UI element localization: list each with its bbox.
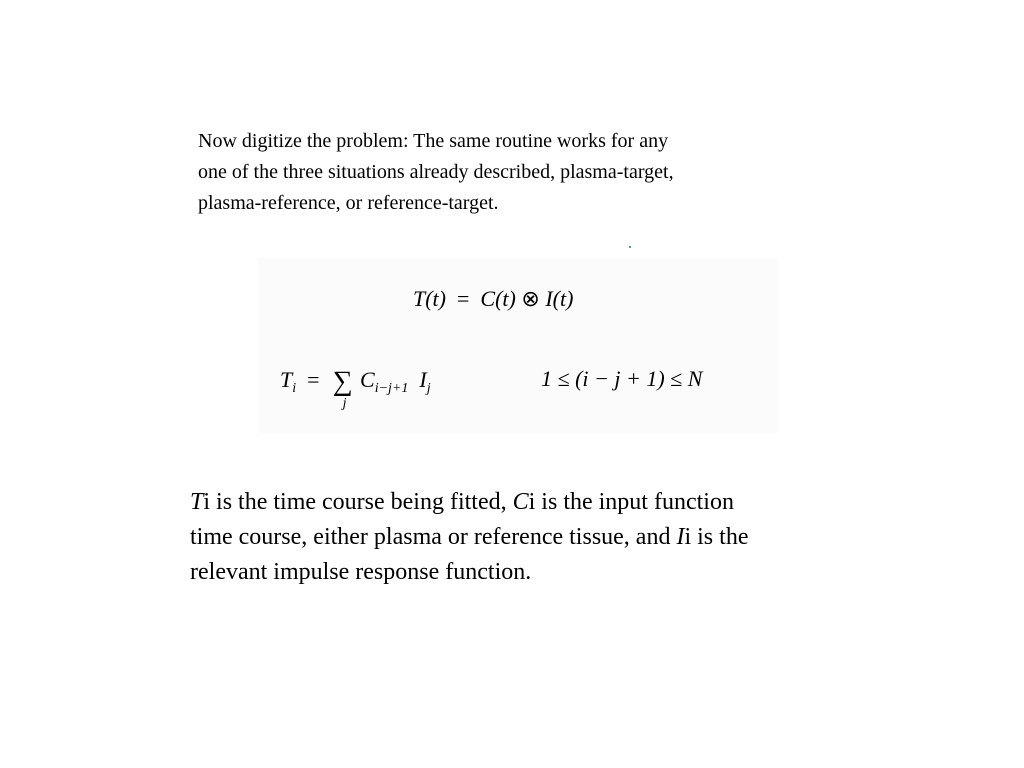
eq2-constraint: 1 ≤ (i − j + 1) ≤ N (541, 366, 703, 391)
desc-i-var: I (676, 524, 685, 550)
summation-symbol (332, 366, 353, 411)
desc-line-2 (190, 520, 870, 555)
desc-line-3: relevant impulse response function. (190, 559, 532, 585)
eq2-lhs-var: T (280, 367, 293, 392)
eq1-equals: = (457, 286, 470, 311)
desc-c-var: C (512, 489, 529, 515)
discrete-sum-equation (280, 366, 431, 411)
desc-part-2: i is the input function (528, 489, 734, 515)
equation-image (258, 258, 778, 433)
scan-speck (629, 246, 631, 248)
eq2-i-sub: j (426, 381, 431, 396)
eq2-i-var: I (419, 367, 427, 392)
eq1-c: C(t) (480, 286, 516, 311)
sum-index: j (342, 396, 347, 411)
eq2-c-var: C (360, 367, 375, 392)
desc-line2-part-1: time course, either plasma or reference tissue, and (190, 524, 677, 550)
eq1-lhs: T(t) (413, 286, 446, 311)
intro-paragraph (198, 126, 838, 219)
description-paragraph (190, 485, 870, 590)
eq1-i: I(t) (545, 286, 574, 311)
eq2-lhs-sub: i (292, 381, 297, 396)
desc-t-var: T (190, 489, 204, 515)
desc-line-1 (190, 485, 870, 520)
desc-line2-part-2: i is the (684, 524, 749, 550)
eq1-operator: ⊗ (521, 286, 540, 311)
intro-line-2: one of the three situations already described, plasma-target, (198, 161, 674, 183)
intro-line-3: plasma-reference, or reference-target. (198, 192, 499, 214)
sum-sign: ∑ (332, 366, 353, 397)
intro-line-1: Now digitize the problem: The same routine works for any (198, 130, 669, 152)
eq2-equals: = (307, 367, 320, 392)
convolution-equation (413, 286, 573, 312)
desc-part-1: i is the time course being fitted, (203, 489, 513, 515)
eq2-c-sub: i−j+1 (374, 381, 409, 396)
